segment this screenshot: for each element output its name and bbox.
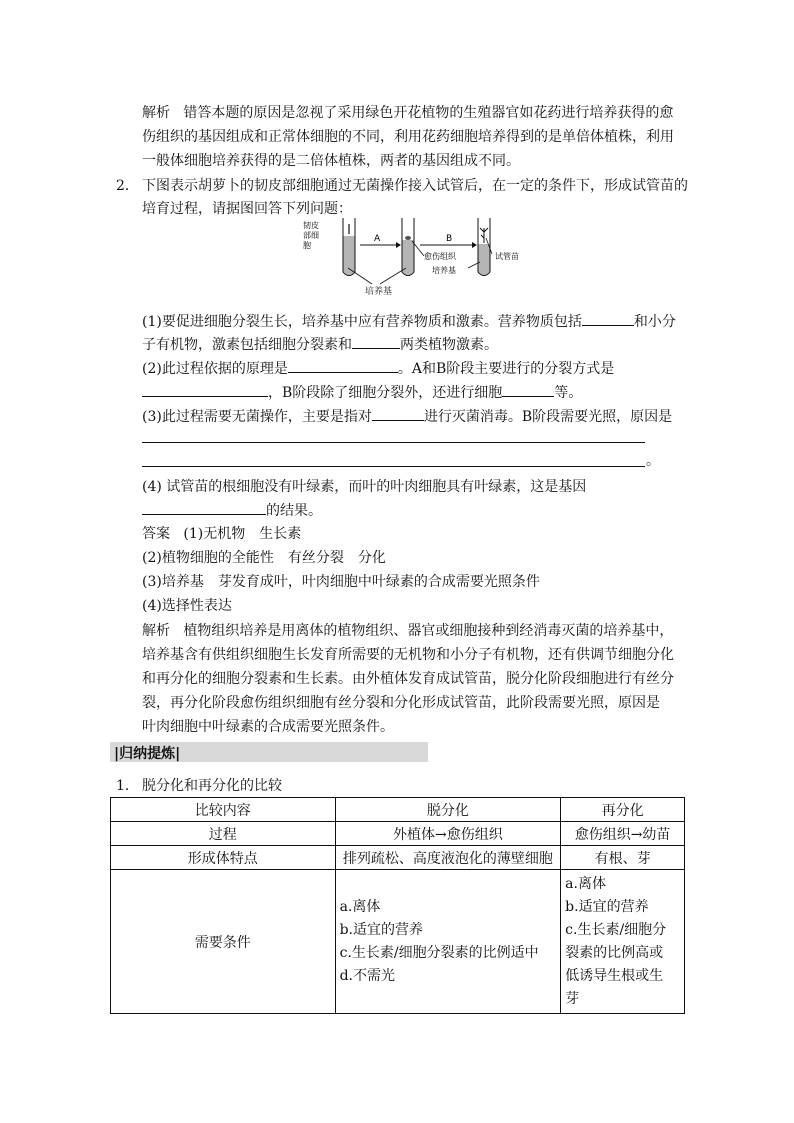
answer-blank[interactable] [372,406,424,421]
answer-line-2: (2)植物细胞的全能性 有丝分裂 分化 [142,550,386,566]
sub-question-2-line-1: (2)此过程依据的原理是 。A和B阶段主要进行的分裂方式是 [142,358,614,378]
answer-blank[interactable] [142,382,268,397]
answer-line-3: (3)培养基 芽发育成叶，叶肉细胞中叶绿素的合成需要光照条件 [142,574,540,590]
table-title: 1． 脱分化和再分化的比较 [116,778,282,794]
header-redifferentiation: 再分化 [561,798,685,822]
answer-blank[interactable] [582,311,634,326]
analysis-line-1: 解析 植物组织培养是用离体的植物组织、器官或细胞接种到经消毒灭菌的培养基中， [142,623,674,639]
question-2-stem: 2． 下图表示胡萝卜的韧皮部细胞通过无菌操作接入试管后，在一定的条件下，形成试管苗的 [116,178,688,194]
table-row: 需要条件 a.离体 b.适宜的营养 c.生长素/细胞分裂素的比例适中 d.不需光 a.离体 b.适宜的营养 c.生长素/细胞分 裂素的比例高或 低诱导生根或生 芽 [111,870,685,1014]
prev-analysis-line-2: 伤组织的基因组成和正常体细胞的不同，利用花药细胞培养得到的是单倍体植株，利用 [142,129,674,145]
analysis-line-5: 叶肉细胞中叶绿素的合成需要光照条件。 [142,719,394,735]
label-arrow-b: B [446,234,453,244]
label-phloem-2: 部细 [303,231,319,240]
answer-line-4: (4)选择性表达 [142,598,232,614]
prev-analysis-label: 解析 [142,105,170,121]
analysis-line-2: 培养基含有供组织细胞生长发育所需要的无机物和小分子有机物，还有供调节细胞分化 [142,647,674,663]
label-medium-bottom: 培养基 [365,287,393,297]
answer-blank[interactable] [142,500,266,515]
analysis-line-4: 裂，再分化阶段愈伤组织细胞有丝分裂和分化形成试管苗，此阶段需要光照，原因是 [142,695,660,711]
sub-question-2-line-2: ，B阶段除了细胞分裂外，还进行细胞 等。 [142,382,582,402]
label-callus: 愈伤组织 [424,252,456,261]
question-2-stem-2: 培育过程，请据图回答下列问题： [142,201,352,217]
sub-question-3-line-1: (3)此过程需要无菌操作，主要是指对 进行灭菌消毒。B阶段需要光照，原因是 [142,406,672,426]
analysis-label: 解析 [142,623,170,639]
answer-line-blank[interactable] [142,466,645,467]
answer-blank[interactable] [502,382,554,397]
header-dedifferentiation: 脱分化 [335,798,561,822]
comparison-table [110,797,685,1014]
table-row: 形成体特点 排列疏松、高度液泡化的薄壁细胞 有根、芽 [111,846,685,870]
dedifferentiation-conditions: a.离体 b.适宜的营养 c.生长素/细胞分裂素的比例适中 d.不需光 [335,870,561,1014]
test-tube-3 [478,218,490,276]
prev-analysis-line-1: 解析 错答本题的原因是忽视了采用绿色开花植物的生殖器官如花药进行培养获得的愈 [142,105,674,121]
answer-line-blank[interactable] [142,442,645,443]
label-medium: 培养基 [432,266,456,275]
answer-blank[interactable] [352,334,400,349]
table-row: 过程 外植体→愈伤组织 愈伤组织→幼苗 [111,822,685,846]
section-title: |归纳提炼| [114,746,181,762]
answer-blank[interactable] [288,358,398,373]
prev-analysis-line-3: 一般体细胞培养获得的是二倍体植株，两者的基因组成不同。 [142,153,520,169]
analysis-line-3: 和再分化的细胞分裂素和生长素。由外植体发育成试管苗，脱分化阶段细胞进行有丝分 [142,671,674,687]
sub-question-1-line-2: 子有机物，激素包括细胞分裂素和 两类植物激素。 [142,334,498,354]
question-number: 2． [116,178,139,194]
table-header-row [111,798,685,822]
sub-question-4-line-2: 的结果。 [142,500,322,520]
label-seedling: 试管苗 [495,252,519,261]
sub-question-1-line-1: (1)要促进细胞分裂生长，培养基中应有营养物质和激素。营养物质包括 和小分 [142,311,676,331]
redifferentiation-conditions: a.离体 b.适宜的营养 c.生长素/细胞分 裂素的比例高或 低诱导生根或生 芽 [561,870,685,1014]
answer-label: 答案 [142,526,170,542]
header-compare: 比较内容 [111,798,336,822]
sub-question-3-end: 。 [646,453,660,469]
section-header [110,742,428,762]
answer-line-1: 答案 (1)无机物 生长素 [142,526,302,542]
sub-question-4-line-1: (4) 试管苗的根细胞没有叶绿素，而叶的叶肉细胞具有叶绿素，这是基因 [142,479,587,495]
label-phloem-3: 胞 [303,241,311,250]
label-phloem-1: 韧皮 [303,221,319,230]
label-arrow-a: A [374,234,381,244]
